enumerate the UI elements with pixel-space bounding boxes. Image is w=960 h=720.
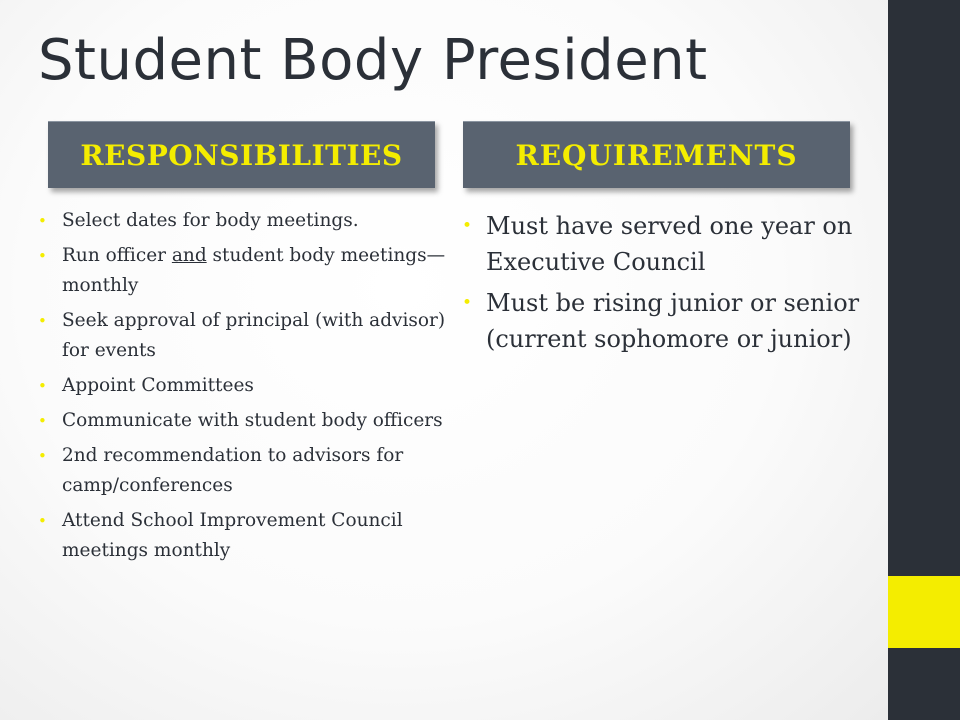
bullet-icon: • — [38, 212, 47, 230]
bullet-icon: • — [38, 247, 47, 265]
requirements-header — [463, 121, 850, 188]
requirements-list — [462, 208, 872, 362]
list-item — [462, 285, 872, 357]
yellow-accent-block — [888, 576, 960, 648]
bullet-icon: • — [38, 512, 47, 530]
underlined-word: and — [171, 245, 207, 266]
bullet-icon: • — [38, 412, 47, 430]
list-item-text: Must be rising junior or senior (current sophomore or junior) — [486, 289, 860, 353]
list-item — [38, 306, 448, 366]
list-item-text: Must have served one year on Executive Council — [486, 212, 853, 276]
list-item-text: Communicate with student body officers — [62, 410, 443, 431]
bullet-icon: • — [38, 447, 47, 465]
list-item-text: Attend School Improvement Council meetings monthly — [62, 510, 403, 561]
bullet-icon: • — [462, 293, 473, 313]
bullet-icon: • — [38, 377, 47, 395]
list-item-text: Select dates for body meetings. — [62, 210, 359, 231]
responsibilities-list — [38, 206, 448, 571]
list-item — [38, 241, 448, 301]
bullet-icon: • — [38, 312, 47, 330]
responsibilities-header — [48, 121, 435, 188]
list-item-text: Appoint Committees — [62, 375, 254, 396]
responsibilities-header-label: RESPONSIBILITIES — [80, 138, 403, 172]
list-item-text: Seek approval of principal (with advisor) for events — [62, 310, 446, 361]
list-item — [38, 371, 448, 401]
list-item — [38, 506, 448, 566]
slide-title: Student Body President — [38, 28, 708, 93]
bullet-icon: • — [462, 216, 473, 236]
list-item — [38, 441, 448, 501]
requirements-header-label: REQUIREMENTS — [515, 138, 798, 172]
list-item-text: 2nd recommendation to advisors for camp/conferences — [62, 445, 404, 496]
list-item-text-part: Run officer — [62, 245, 172, 266]
list-item — [38, 406, 448, 436]
list-item-text-part: student body meetings—monthly — [62, 245, 446, 296]
list-item — [462, 208, 872, 280]
list-item — [38, 206, 448, 236]
